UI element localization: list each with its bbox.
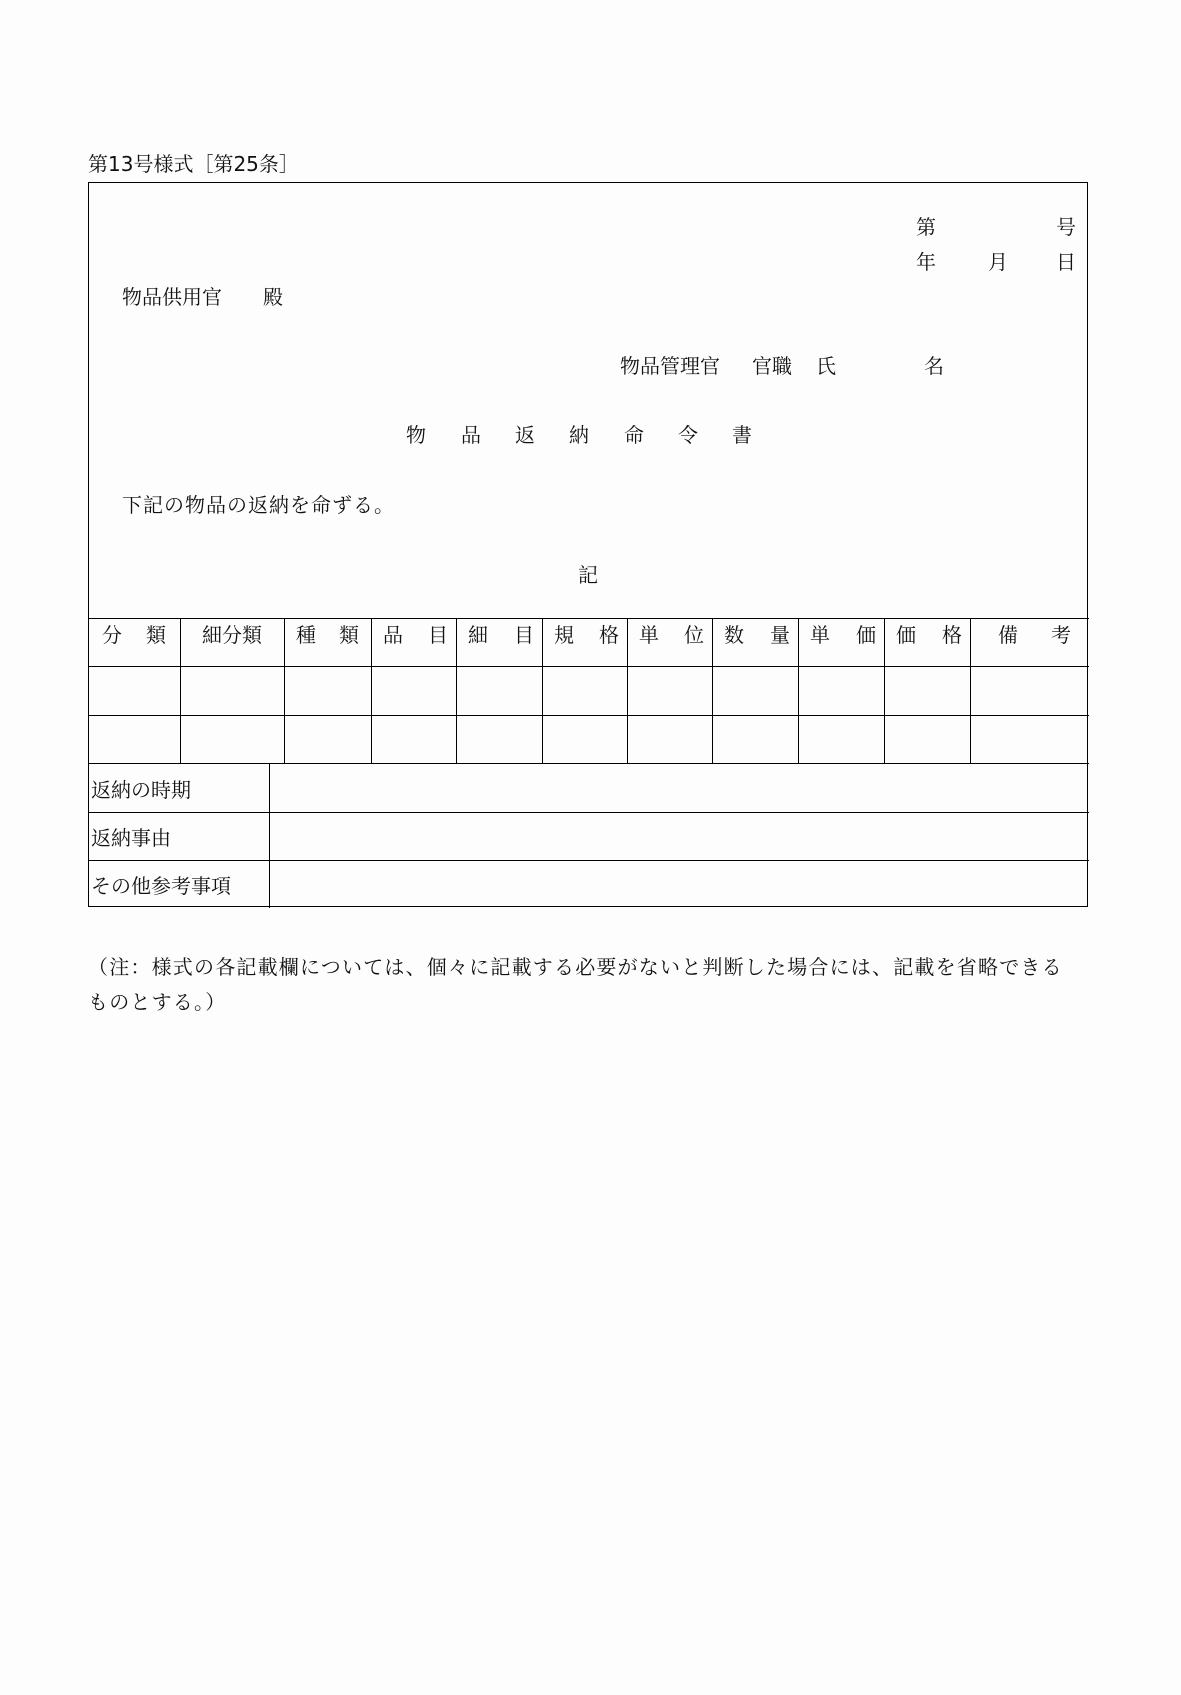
column-header-biko [970,618,1089,648]
column-header-kikaku [542,618,627,648]
column-header-tanka [798,618,884,648]
column-header-suryo [712,618,798,648]
return-period-label: 返納の時期 [91,777,191,802]
date-year: 年 [916,250,936,274]
title-char: 物 [406,423,426,447]
table-cell[interactable] [971,667,1088,714]
header-char: 単 [639,622,659,647]
return-reason-field[interactable] [270,813,1088,859]
table-cell[interactable] [285,716,370,762]
title-char: 納 [569,423,589,447]
table-cell[interactable] [971,716,1088,762]
other-notes-field[interactable] [270,861,1088,907]
header-text: 細分類 [202,622,262,647]
header-char: 規 [554,622,574,647]
issuer-name-label-2: 名 [924,354,944,378]
column-header-saibunrui [180,618,284,648]
table-cell[interactable] [885,667,969,714]
header-char: 種 [296,622,316,647]
table-cell[interactable] [799,716,883,762]
table-cell[interactable] [543,716,626,762]
header-char: 単 [810,622,830,647]
other-notes-label: その他参考事項 [91,874,231,898]
order-statement: 下記の物品の返納を命ずる。 [122,493,395,517]
number-prefix: 第 [916,215,936,239]
return-period-field[interactable] [270,764,1088,811]
number-suffix: 号 [1056,215,1076,239]
table-cell[interactable] [457,716,541,762]
header-char: 目 [428,622,448,647]
column-header-hinmoku [371,618,456,648]
title-char: 命 [624,423,644,447]
addressee-honorific: 殿 [263,285,283,309]
table-cell[interactable] [799,667,883,714]
table-cell[interactable] [713,716,797,762]
title-char: 返 [515,423,535,447]
footnote-line-2: ものとする。） [88,990,227,1014]
table-cell[interactable] [628,667,711,714]
issuer-name-label-1: 氏 [816,354,836,378]
header-char: 分 [102,622,122,647]
issuer-title: 物品管理官 [620,354,720,378]
table-cell[interactable] [713,667,797,714]
header-char: 数 [724,622,744,647]
table-cell[interactable] [372,667,455,714]
table-cell[interactable] [457,667,541,714]
header-char: 品 [383,622,403,647]
header-char: 考 [1051,622,1071,647]
table-cell[interactable] [885,716,969,762]
title-char: 品 [461,423,481,447]
header-char: 類 [339,622,359,647]
footnote-line-1: （注：様式の各記載欄については、個々に記載する必要がないと判断した場合には、記載を省略できる [88,955,1063,979]
table-cell[interactable] [181,667,283,714]
column-header-tani [627,618,712,648]
table-cell[interactable] [89,716,179,762]
header-char: 価 [896,622,916,647]
date-day: 日 [1056,250,1076,274]
table-cell[interactable] [372,716,455,762]
title-char: 令 [678,423,698,447]
header-char: 位 [684,622,704,647]
ki-label: 記 [578,563,598,587]
table-cell[interactable] [89,667,179,714]
header-char: 類 [146,622,166,647]
column-header-saimoku [456,618,542,648]
header-char: 価 [856,622,876,647]
header-char: 格 [942,622,962,647]
header-char: 格 [599,622,619,647]
date-month: 月 [988,250,1008,274]
table-cell[interactable] [628,716,711,762]
issuer-position-label: 官職 [752,354,792,378]
header-char: 備 [998,622,1018,647]
table-cell[interactable] [181,716,283,762]
table-cell[interactable] [543,667,626,714]
table-cell[interactable] [285,667,370,714]
header-char: 量 [770,622,790,647]
return-reason-label: 返納事由 [91,826,171,850]
form-number-label: 第13号様式［第25条］ [88,152,299,176]
header-char: 細 [468,622,488,647]
addressee-title: 物品供用官 [122,285,222,309]
column-header-shurui [284,618,371,648]
header-char: 目 [514,622,534,647]
column-header-kakaku [884,618,970,648]
title-char: 書 [732,423,752,447]
column-header-bunrui [88,618,180,648]
